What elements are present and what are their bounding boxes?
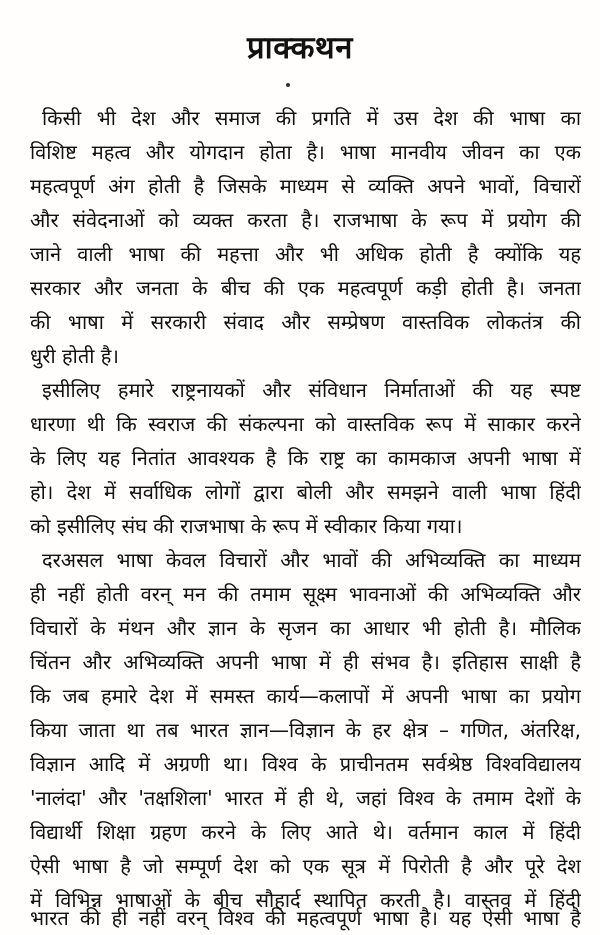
text-line-1: किसी भी देश और समाज की प्रगति में उस देश की भाषा का (42, 106, 581, 130)
text-line-17: चिंतन और अभिव्यक्ति अपनी भाषा में ही संभव है। इतिहास साक्षी है (30, 650, 581, 674)
page-title: प्राक्कथन (247, 30, 353, 66)
text-line-19: किया जाता था तब भारत ज्ञान—विज्ञान के हर क्षेत्र – गणित, अंतरिक्ष, (30, 718, 581, 742)
text-line-20: विज्ञान आदि में अग्रणी था। विश्व के प्राचीनतम सर्वश्रेष्ठ विश्वविद्यालय (30, 752, 581, 776)
text-line-21: 'नालंदा' और 'तक्षशिला' भारत में ही थे, जहां विश्व के तमाम देशों के (30, 786, 581, 810)
text-line-5: जाने वाली भाषा की महत्ता और भी अधिक होती है क्योंकि यह (30, 242, 581, 266)
text-line-11: के लिए यह नितांत आवश्यक है कि राष्ट्र का कामकाज अपनी भाषा में (30, 446, 581, 470)
text-line-12: हो। देश में सर्वाधिक लोगों द्वारा बोली और समझने वाली भाषा हिंदी (30, 480, 581, 504)
text-line-10: धारणा थी कि स्वराज की संकल्पना को वास्तविक रूप में साकार करने (30, 412, 581, 436)
text-line-13: को इसीलिए संघ की राजभाषा के रूप में स्वीकार किया गया। (30, 514, 463, 538)
text-line-2: विशिष्ट महत्व और योगदान होता है। भाषा मानवीय जीवन का एक (30, 140, 581, 164)
text-line-4: और संवेदनाओं को व्यक्त करता है। राजभाषा के रूप में प्रयोग की (30, 208, 581, 232)
text-line-8: धुरी होती है। (30, 344, 119, 368)
text-line-9: इसीलिए हमारे राष्ट्रनायकों और संविधान निर्माताओं की यह स्पष्ट (42, 378, 581, 402)
text-line-14: दरअसल भाषा केवल विचारों और भावों की अभिव्यक्ति का माध्यम (42, 548, 581, 572)
ink-speck (286, 83, 290, 87)
text-line-16: विचारों के मंथन और ज्ञान के सृजन का आधार भी होती है। मौलिक (30, 616, 581, 640)
text-line-15: ही नहीं होती वरन् मन की तमाम सूक्ष्म भावनाओं की अभिव्यक्ति और (30, 582, 581, 606)
text-line-3: महत्वपूर्ण अंग होती है जिसके माध्यम से व्यक्ति अपने भावों, विचारों (30, 174, 581, 198)
text-line-25: भारत की ही नहीं वरन् विश्व की महत्वपूर्ण भाषा है। यह ऐसी भाषा है (30, 906, 581, 930)
text-line-24: में विभिन्न भाषाओं के बीच सौहार्द स्थापित करती है। वास्तव में हिंदी (30, 888, 581, 912)
text-line-22: विद्यार्थी शिक्षा ग्रहण करने के लिए आते थे। वर्तमान काल में हिंदी (30, 820, 581, 844)
text-line-18: कि जब हमारे देश में समस्त कार्य—कलापों में अपनी भाषा का प्रयोग (30, 684, 581, 708)
text-line-23: ऐसी भाषा है जो सम्पूर्ण देश को एक सूत्र में पिरोती है और पूरे देश (30, 854, 581, 878)
text-line-7: की भाषा में सरकारी संवाद और सम्प्रेषण वास्तविक लोकतंत्र की (30, 310, 581, 334)
text-line-6: सरकार और जनता के बीच की एक महत्वपूर्ण कड़ी होती है। जनता (30, 276, 581, 300)
